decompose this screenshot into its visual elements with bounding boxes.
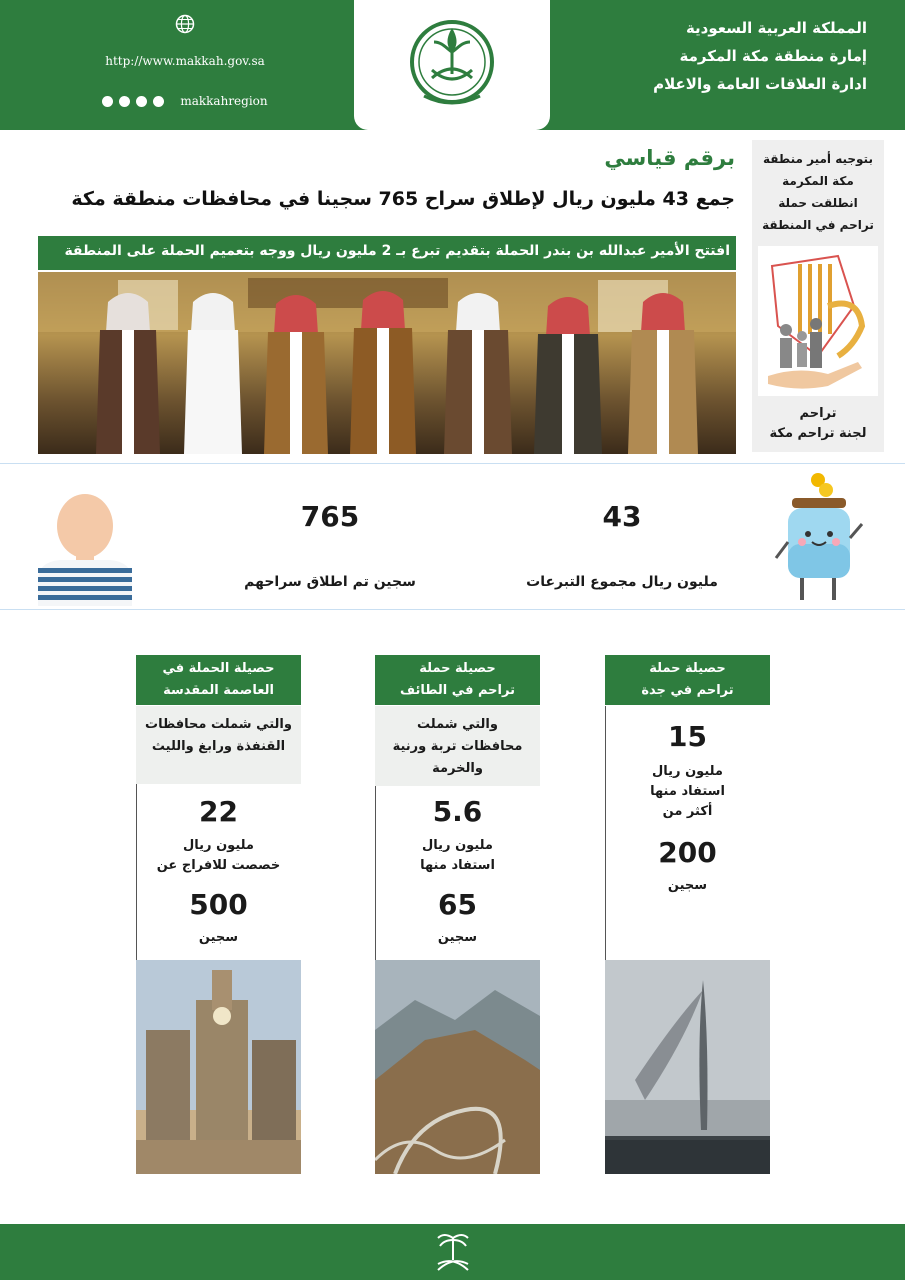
page-subtitle: برقم قياسي <box>604 146 735 170</box>
social-handle[interactable]: makkahregion <box>180 94 268 108</box>
capital-header-line: العاصمة المقدسة <box>163 683 274 698</box>
header-line-emirate: إمارة منطقة مكة المكرمة <box>679 47 867 65</box>
taif-prisoners-label: سجين <box>437 930 478 945</box>
jeddah-header-line: تراحم في جدة <box>641 683 734 698</box>
globe-icon <box>175 14 195 34</box>
donations-label: مليون ريال مجموع التبرعات <box>526 574 718 590</box>
prisoners-label: سجين تم اطلاق سراحهم <box>244 574 416 590</box>
page-title: جمع 43 مليون ريال لإطلاق سراح 765 سجينا في محافظات منطقة مكة <box>71 188 735 210</box>
group-photo-illustration <box>38 272 736 454</box>
taif-amount: 5.6 <box>432 795 483 828</box>
taif-header-line: تراحم في الطائف <box>400 683 515 698</box>
tarahum-logo-art <box>758 246 878 396</box>
campaign-info-box <box>752 140 884 452</box>
emblem-panel <box>354 0 550 130</box>
jeddah-amount-label <box>605 762 770 822</box>
capital-amount: 22 <box>199 795 238 828</box>
jeddah-amount-line: استفاد منها <box>650 784 725 799</box>
twitter-icon[interactable] <box>119 96 130 107</box>
jeddah-prisoners-label: سجين <box>667 878 708 893</box>
campaign-info-line: بتوجيه أمير منطقة <box>763 152 873 166</box>
capital-prisoners: 500 <box>189 888 248 921</box>
tarahum-caption-line: لجنة تراحم مكة <box>769 426 867 441</box>
taif-amount-line: استفاد منها <box>420 858 495 873</box>
facebook-icon[interactable] <box>153 96 164 107</box>
skype-icon[interactable] <box>136 96 147 107</box>
capital-column-header <box>136 655 301 705</box>
taif-amount-line: مليون ريال <box>422 838 493 853</box>
tarahum-logo <box>758 246 878 396</box>
header-line-country: المملكة العربية السعودية <box>685 19 867 37</box>
social-links <box>95 94 275 108</box>
capital-header-line: حصيلة الحملة في <box>162 661 275 676</box>
donations-amount: 43 <box>602 500 642 533</box>
jeddah-fountain-photo <box>605 960 770 1174</box>
campaign-info-line: مكة المكرمة <box>782 174 854 188</box>
makkah-clock-tower-photo <box>136 960 301 1174</box>
taif-amount-label <box>375 836 540 876</box>
taif-prisoners: 65 <box>438 888 477 921</box>
jeddah-header-line: حصيلة حملة <box>649 661 726 676</box>
prisoner-avatar-icon <box>30 488 140 606</box>
group-photo <box>38 272 736 454</box>
emblem-logo <box>402 12 502 116</box>
jeddah-amount-line: أكثر من <box>662 804 713 819</box>
taif-mountains-art <box>375 960 540 1174</box>
footer-bar <box>0 1224 905 1280</box>
palm-swords-icon <box>432 1230 474 1274</box>
taif-coverage-line: محافظات تربة ورنية <box>392 739 523 754</box>
instagram-icon[interactable] <box>102 96 113 107</box>
taif-coverage-box <box>375 706 540 786</box>
taif-coverage-line: والخرمة <box>432 761 483 776</box>
capital-coverage-line: والتي شملت محافظات <box>145 717 292 732</box>
makkah-clock-tower-art <box>136 960 301 1174</box>
tarahum-caption <box>758 404 878 444</box>
jeddah-amount-line: مليون ريال <box>652 764 723 779</box>
taif-column-header <box>375 655 540 705</box>
header-line-department: ادارة العلاقات العامة والاعلام <box>653 75 867 93</box>
taif-header-line: حصيلة حملة <box>419 661 496 676</box>
campaign-info-line: انطلقت حملة <box>778 196 858 210</box>
taif-mountains-photo <box>375 960 540 1174</box>
taif-coverage-line: والتي شملت <box>417 717 498 732</box>
capital-coverage-box <box>136 706 301 784</box>
capital-amount-line: مليون ريال <box>183 838 254 853</box>
tarahum-caption-line: تراحم <box>799 406 837 421</box>
headline-banner-text: افتتح الأمير عبدالله بن بندر الحملة بتقديم تبرع بـ 2 مليون ريال ووجه بتعميم الحملة على المنطقة <box>64 243 730 259</box>
campaign-info-line: تراحم في المنطقة <box>762 218 874 232</box>
divider-bottom <box>0 609 905 610</box>
campaign-info-text <box>758 148 878 236</box>
header-titles <box>547 14 867 98</box>
donation-jar-icon <box>770 472 870 606</box>
website-link[interactable]: http://www.makkah.gov.sa <box>105 54 265 68</box>
headline-banner <box>38 236 736 270</box>
capital-amount-label <box>136 836 301 876</box>
divider-top <box>0 463 905 464</box>
capital-prisoners-label: سجين <box>198 930 239 945</box>
capital-coverage-line: القنفذة ورابغ والليث <box>151 739 286 754</box>
jeddah-amount: 15 <box>668 720 707 753</box>
capital-amount-line: خصصت للافراج عن <box>156 858 281 873</box>
prisoners-count: 765 <box>300 500 360 533</box>
jeddah-fountain-art <box>605 960 770 1174</box>
jeddah-column-header <box>605 655 770 705</box>
jeddah-prisoners: 200 <box>658 836 717 869</box>
